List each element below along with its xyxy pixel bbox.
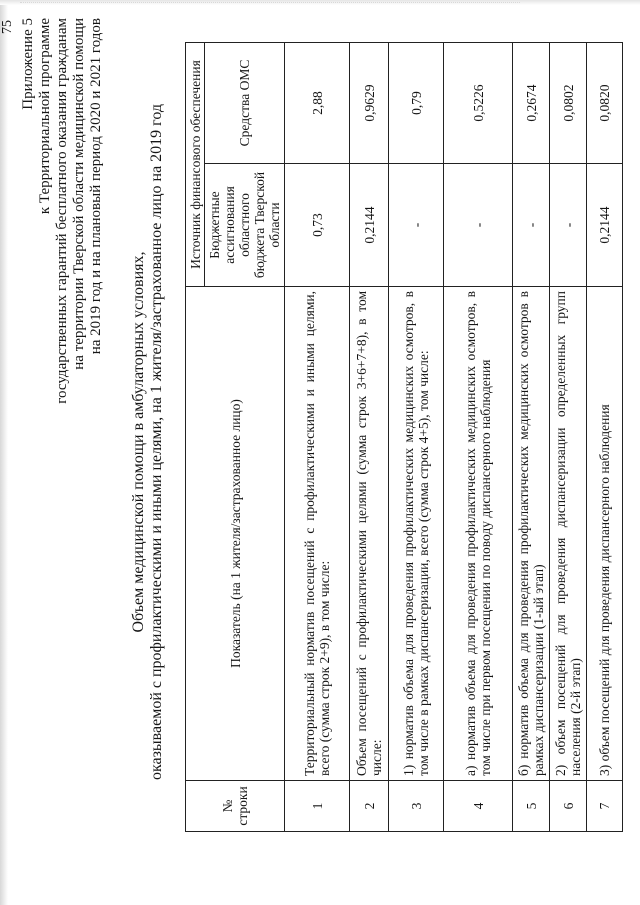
annex-header xyxy=(20,18,105,488)
row-budget-value: - xyxy=(550,164,587,287)
row-budget-value: 0,2144 xyxy=(350,164,389,287)
table-row xyxy=(550,43,587,832)
row-oms-value: 0,79 xyxy=(389,43,444,164)
row-number: 1 xyxy=(285,781,350,832)
title-line: оказываемой с профилактическими и иными целями, на 1 жителя/застрахованное лицо на 2019 год xyxy=(148,103,165,781)
row-budget-value: - xyxy=(513,164,550,287)
row-indicator: 2) объем посещений для проведения диспансеризации определенных групп населения (2-й этап) xyxy=(550,287,587,781)
table-row xyxy=(513,43,550,832)
row-number: 6 xyxy=(550,781,587,832)
row-number: 4 xyxy=(444,781,513,832)
row-oms-value: 2,88 xyxy=(285,43,350,164)
header-funding-source: Источник финансового обеспечения xyxy=(186,43,205,287)
row-oms-value: 0,9629 xyxy=(350,43,389,164)
annex-line: на территории Тверской области медицинской помощи xyxy=(71,18,87,370)
row-number: 3 xyxy=(389,781,444,832)
row-indicator: Территориальный норматив посещений с профилактическими и иными целями, всего (сумма строк 2+9), в том числе: xyxy=(285,287,350,781)
annex-line: к Территориальной программе xyxy=(37,18,53,215)
table-row xyxy=(350,43,389,832)
row-budget-value: - xyxy=(444,164,513,287)
row-oms-value: 0,2674 xyxy=(513,43,550,164)
data-table xyxy=(185,42,623,832)
row-oms-value: 0,0802 xyxy=(550,43,587,164)
header-oms: Средства ОМС xyxy=(205,43,285,164)
row-indicator: 3) объем посещений для проведения диспансерного наблюдения xyxy=(587,287,623,781)
row-budget-value: - xyxy=(389,164,444,287)
annex-line: государственных гарантий бесплатного оказания гражданам xyxy=(54,18,70,404)
row-budget-value: 0,2144 xyxy=(587,164,623,287)
table-row xyxy=(285,43,350,832)
table-row xyxy=(587,43,623,832)
row-indicator: б) норматив объема для проведения профилактических медицинских осмотров в рамках диспансеризации (1-ый этап) xyxy=(513,287,550,781)
row-indicator: а) норматив объема для проведения профилактических медицинских осмотров, в том числе при первом посещении по поводу диспансерного наблюдения xyxy=(444,287,513,781)
title-line: Объем медицинской помощи в амбулаторных условиях, xyxy=(130,251,147,633)
row-indicator: 1) норматив объема для проведения профилактических медицинских осмотров, в том числе в рамках диспансеризации, всего (сумма строк 4+5), том числе: xyxy=(389,287,444,781)
row-number: 7 xyxy=(587,781,623,832)
row-oms-value: 0,0820 xyxy=(587,43,623,164)
rotated-document-page xyxy=(0,12,640,892)
header-budget: Бюджетные ассигнования областного бюджета Тверской области xyxy=(205,164,285,287)
table-row xyxy=(444,43,513,832)
page-number: 75 xyxy=(0,20,15,34)
annex-line: Приложение 5 xyxy=(20,18,36,110)
header-indicator: Показатель (на 1 жителя/застрахованное лицо) xyxy=(186,287,285,781)
row-number: 5 xyxy=(513,781,550,832)
row-oms-value: 0,5226 xyxy=(444,43,513,164)
row-indicator: Объем посещений с профилактическими целями (сумма строк 3+6+7+8), в том числе: xyxy=(350,287,389,781)
document-title xyxy=(130,92,166,792)
row-number: 2 xyxy=(350,781,389,832)
row-budget-value: 0,73 xyxy=(285,164,350,287)
annex-line: на 2019 год и на плановый период 2020 и 2021 годов xyxy=(88,18,104,355)
table-row xyxy=(389,43,444,832)
header-row-number: № строки xyxy=(186,781,285,832)
scan-artifacts xyxy=(20,2,520,7)
